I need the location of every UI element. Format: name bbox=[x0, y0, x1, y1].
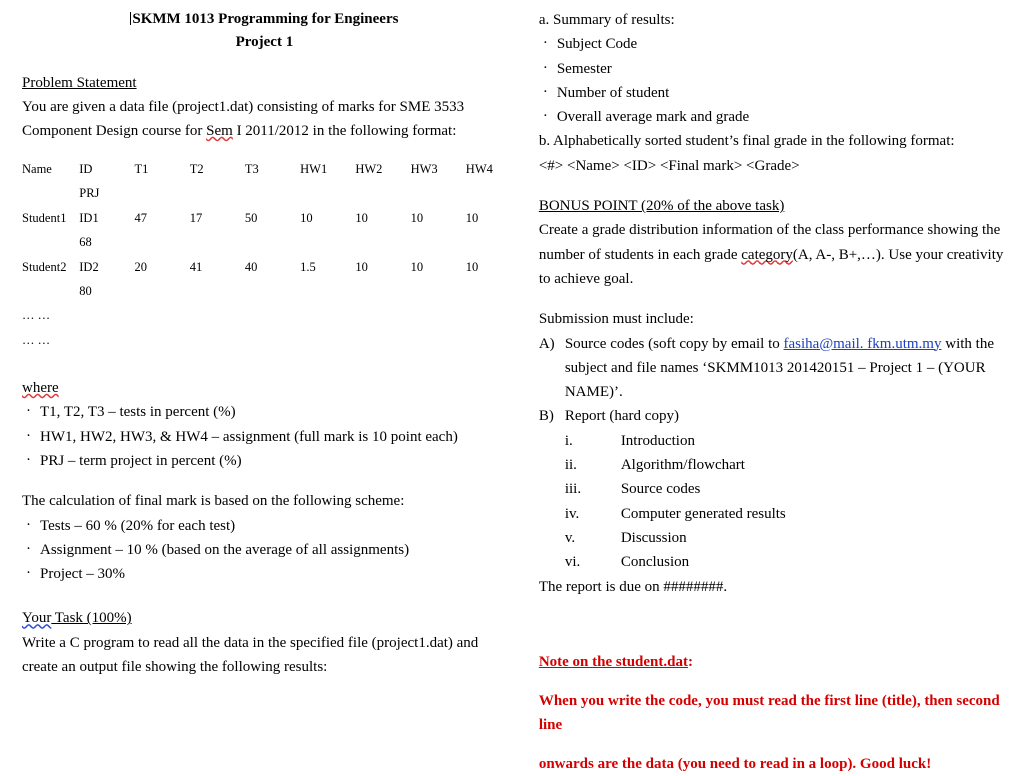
row1-cell-1: ID2 bbox=[79, 259, 99, 274]
row0-cell-6: 10 bbox=[355, 210, 368, 225]
table-ellipsis-row-2 bbox=[22, 328, 507, 352]
row1-cell-6: 10 bbox=[355, 259, 368, 274]
header-second-prj: PRJ bbox=[79, 186, 100, 201]
row0-cell-3: 17 bbox=[189, 210, 203, 225]
item-a-continuation-1 bbox=[539, 356, 1008, 380]
problem-intro-line-1: You are given a data file (project1.dat) consisting of marks for SME 3533 bbox=[22, 98, 465, 115]
row1-cell-0: Student2 bbox=[22, 259, 67, 274]
row1-cell-4: 40 bbox=[244, 259, 258, 274]
report-item bbox=[539, 477, 1008, 501]
item-a-text-part-1: Source codes (soft copy by email to bbox=[564, 335, 784, 352]
row0-cell-5: 10 bbox=[300, 210, 313, 225]
bonus-line-3: to achieve goal. bbox=[538, 270, 634, 287]
spacer bbox=[539, 291, 1008, 307]
report-item bbox=[539, 502, 1008, 526]
task-line-2: create an output file showing the following results: bbox=[22, 659, 328, 676]
left-column bbox=[22, 8, 517, 699]
item-b-label: B) bbox=[538, 408, 554, 425]
document-title-text: SKMM 1013 Programming for Engineers bbox=[132, 11, 399, 27]
calculation-line: The calculation of final mark is based on the following scheme: bbox=[22, 493, 405, 510]
list-item: · Assignment – 10 % (based on the average of all assignments) bbox=[22, 538, 507, 562]
list-item: · Project – 30% bbox=[22, 562, 507, 586]
note-heading bbox=[539, 650, 1008, 674]
list-item: · Semester bbox=[539, 57, 1008, 81]
report-item-number: v. bbox=[564, 529, 576, 546]
spacer bbox=[539, 623, 1008, 635]
table-ellipsis-2: … … bbox=[22, 332, 51, 347]
where-heading bbox=[22, 376, 507, 400]
item-a-label: A) bbox=[538, 335, 555, 352]
document-title bbox=[22, 8, 507, 31]
row0-cell-0: Student1 bbox=[22, 210, 67, 225]
report-item bbox=[539, 526, 1008, 550]
report-item bbox=[539, 429, 1008, 453]
report-item-label: Conclusion bbox=[620, 554, 690, 571]
list-item: · Subject Code bbox=[539, 32, 1008, 56]
item-a-text-part-3: subject and file names ‘SKMM1013 201420151 – Project 1 – (YOUR bbox=[564, 359, 986, 376]
table-ellipsis-row-1 bbox=[22, 303, 507, 327]
summary-list bbox=[539, 32, 1008, 129]
report-item-number: vi. bbox=[564, 554, 581, 571]
table-row-second bbox=[22, 279, 507, 303]
header-cell-6: HW2 bbox=[355, 162, 383, 177]
item-b-text: Report (hard copy) bbox=[564, 408, 679, 425]
table-header-row bbox=[22, 157, 507, 181]
problem-statement-heading: Problem Statement bbox=[22, 74, 137, 91]
header-cell-7: HW3 bbox=[410, 162, 438, 177]
note-line-2: onwards are the data (you need to read in a loop). Good luck! bbox=[538, 755, 932, 772]
list-item: · T1, T2, T3 – tests in percent (%) bbox=[22, 400, 507, 424]
intro-text-a: Component Design course for bbox=[22, 122, 207, 139]
table-ellipsis-1: … … bbox=[22, 308, 51, 323]
spacer bbox=[22, 352, 507, 376]
list-item: · Overall average mark and grade bbox=[539, 105, 1008, 129]
note-heading-underlined: Note on the student.dat bbox=[538, 653, 688, 670]
list-item: · Number of student bbox=[539, 81, 1008, 105]
output-format-line: <#> <Name> <ID> <Final mark> <Grade> bbox=[538, 157, 800, 174]
report-item-label: Algorithm/flowchart bbox=[620, 457, 745, 474]
header-cell-5: HW1 bbox=[300, 162, 328, 177]
spacer bbox=[539, 599, 1008, 623]
report-item-number: i. bbox=[564, 432, 573, 449]
calculation-list bbox=[22, 514, 507, 587]
row0-cell-4: 50 bbox=[244, 210, 258, 225]
intro-text-b: I 2011/2012 in the following format: bbox=[232, 122, 457, 139]
row1-second-prj: 80 bbox=[79, 283, 92, 298]
your-word: Your bbox=[22, 610, 52, 627]
problem-intro-line-2 bbox=[22, 119, 507, 143]
sorted-label: b. Alphabetically sorted student’s final grade in the following format: bbox=[538, 133, 955, 150]
header-cell-4: T3 bbox=[244, 162, 259, 177]
row0-second-rest bbox=[134, 230, 506, 254]
submission-item-b bbox=[539, 404, 1008, 428]
marks-table bbox=[22, 157, 507, 352]
header-cell-3: T2 bbox=[189, 162, 204, 177]
header-cell-2: T1 bbox=[134, 162, 149, 177]
row0-cell-1: ID1 bbox=[79, 210, 99, 225]
report-item-label: Discussion bbox=[620, 529, 687, 546]
item-a-text bbox=[565, 332, 1008, 356]
row1-second-empty bbox=[22, 279, 79, 303]
report-item-label: Computer generated results bbox=[620, 505, 786, 522]
list-item: · PRJ – term project in percent (%) bbox=[22, 449, 507, 473]
row0-cell-8: 10 bbox=[465, 210, 479, 225]
bonus-text-b: (A, A-, B+,…). Use your creativity bbox=[792, 246, 1004, 263]
item-a-text-part-2: with the bbox=[941, 335, 994, 352]
table-row bbox=[22, 255, 507, 279]
report-item-label: Introduction bbox=[620, 432, 695, 449]
report-item-number: iv. bbox=[564, 505, 580, 522]
report-item-number: iii. bbox=[564, 481, 582, 498]
task-heading-rest: Task (100%) bbox=[51, 610, 132, 627]
right-column bbox=[517, 8, 1008, 772]
note-heading-colon: : bbox=[688, 653, 693, 670]
report-item-number: ii. bbox=[564, 457, 577, 474]
header-cell-1: ID bbox=[79, 162, 93, 177]
table-row bbox=[22, 206, 507, 230]
report-item-label: Source codes bbox=[620, 481, 701, 498]
bonus-point-heading: BONUS POINT (20% of the above task) bbox=[538, 198, 785, 215]
row1-cell-2: 20 bbox=[134, 259, 147, 274]
row1-cell-3: 41 bbox=[189, 259, 203, 274]
your-task-heading bbox=[22, 606, 507, 630]
row1-cell-8: 10 bbox=[465, 259, 479, 274]
spacer bbox=[22, 586, 507, 606]
row0-cell-7: 10 bbox=[410, 210, 424, 225]
bonus-line-1: Create a grade distribution information of the class performance showing the bbox=[538, 222, 1001, 239]
where-heading-text: where bbox=[22, 380, 59, 397]
header-cell-8: HW4 bbox=[465, 162, 493, 177]
list-item: · Tests – 60 % (20% for each test) bbox=[22, 514, 507, 538]
spacer bbox=[539, 178, 1008, 194]
spacer bbox=[22, 473, 507, 489]
table-header-row-second bbox=[22, 181, 507, 205]
row1-second-rest bbox=[134, 279, 506, 303]
list-item: · HW1, HW2, HW3, & HW4 – assignment (full mark is 10 point each) bbox=[22, 425, 507, 449]
row1-cell-7: 10 bbox=[410, 259, 424, 274]
item-a-text-part-4: NAME)’. bbox=[564, 384, 623, 401]
task-line-1: Write a C program to read all the data in the specified file (project1.dat) and bbox=[22, 634, 479, 651]
submission-heading: Submission must include: bbox=[538, 311, 694, 328]
submission-item-a bbox=[539, 332, 1008, 356]
sem-misspelling: Sem bbox=[206, 122, 233, 139]
row0-cell-2: 47 bbox=[134, 210, 147, 225]
bonus-text-a: number of students in each grade bbox=[538, 246, 742, 263]
due-date-line: The report is due on ########. bbox=[538, 578, 728, 595]
report-item bbox=[539, 550, 1008, 574]
row0-second-prj: 68 bbox=[79, 235, 92, 250]
bonus-line-2 bbox=[539, 243, 1008, 267]
item-a-continuation-2 bbox=[539, 380, 1008, 404]
email-link[interactable]: fasiha@mail. fkm.utm.my bbox=[783, 335, 942, 352]
header-cell-0: Name bbox=[22, 162, 52, 177]
table-row-second bbox=[22, 230, 507, 254]
header-second-empty bbox=[22, 181, 79, 205]
document-subtitle: Project 1 bbox=[235, 34, 294, 51]
row0-second-empty bbox=[22, 230, 79, 254]
report-item bbox=[539, 453, 1008, 477]
where-list bbox=[22, 400, 507, 473]
summary-label: a. Summary of results: bbox=[538, 12, 675, 28]
category-misspelling: category bbox=[741, 246, 793, 263]
header-second-rest bbox=[134, 181, 506, 205]
row1-cell-5: 1.5 bbox=[300, 259, 316, 274]
note-line-1: When you write the code, you must read the first line (title), then second line bbox=[538, 692, 1000, 733]
